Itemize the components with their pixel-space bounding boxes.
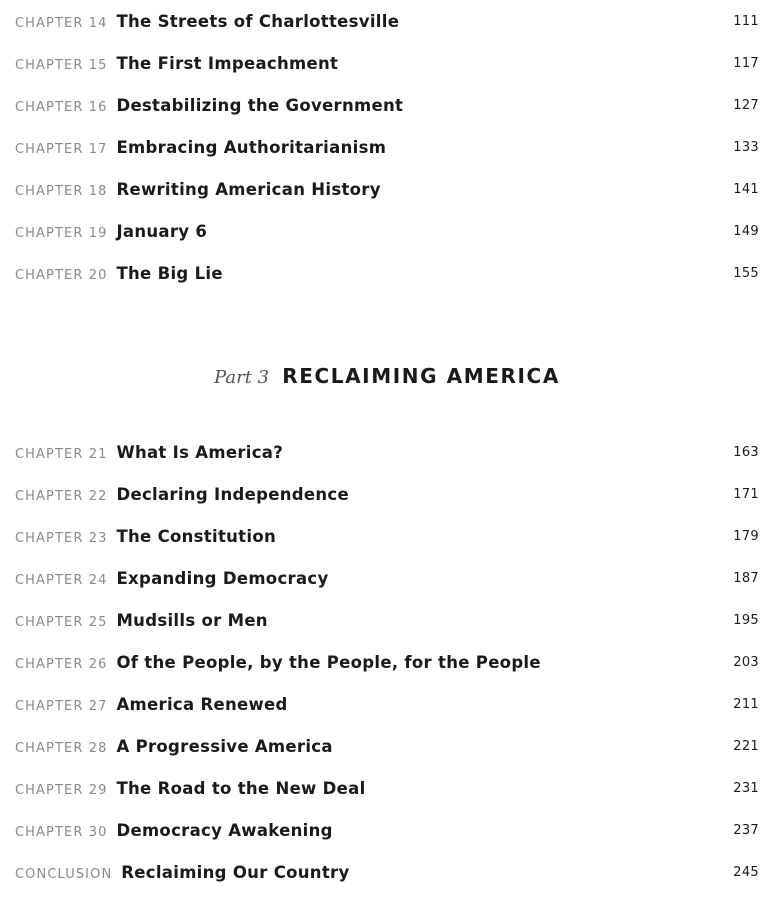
toc-entry[interactable] [15,515,759,557]
chapter-title: America Renewed [116,694,288,714]
chapter-label: CHAPTER 15 [15,57,108,73]
chapter-label: CHAPTER 20 [15,267,108,283]
toc-entry[interactable] [15,84,759,126]
toc-entry[interactable] [15,683,759,725]
page-number: 221 [733,738,759,754]
chapter-label: CHAPTER 24 [15,572,108,588]
toc-entry[interactable] [15,210,759,252]
chapter-title: Rewriting American History [116,179,381,199]
page-number: 195 [733,612,759,628]
part-heading [0,364,774,388]
page-number: 117 [733,55,759,71]
chapter-title: Embracing Authoritarianism [116,137,387,157]
chapter-title: Declaring Independence [116,484,349,504]
chapter-title: The Constitution [116,526,277,546]
toc-entry-conclusion[interactable] [15,851,759,893]
part-title: RECLAIMING AMERICA [282,364,560,388]
page-number: 155 [733,265,759,281]
chapter-label: CHAPTER 23 [15,530,108,546]
chapter-label: CHAPTER 30 [15,824,108,840]
chapter-label: CHAPTER 25 [15,614,108,630]
chapter-title: Of the People, by the People, for the People [116,652,541,672]
page-number: 203 [733,654,759,670]
page-number: 127 [733,97,759,113]
toc-entry[interactable] [15,0,759,42]
toc-entry[interactable] [15,599,759,641]
toc-entry[interactable] [15,557,759,599]
page-number: 231 [733,780,759,796]
chapter-title: A Progressive America [116,736,333,756]
toc-entry[interactable] [15,42,759,84]
chapter-label: CHAPTER 14 [15,15,108,31]
chapter-label: CHAPTER 21 [15,446,108,462]
chapter-title: Reclaiming Our Country [121,862,350,882]
chapter-title: The Streets of Charlottesville [116,11,400,31]
page-number: 237 [733,822,759,838]
part2-chapter-list [15,0,759,294]
page-number: 163 [733,444,759,460]
page-number: 211 [733,696,759,712]
chapter-title: Democracy Awakening [116,820,333,840]
chapter-title: Expanding Democracy [116,568,329,588]
part3-chapter-list [15,431,759,893]
page-number: 171 [733,486,759,502]
part-label: Part 3 [214,367,270,388]
chapter-title: The Big Lie [116,263,223,283]
page-number: 111 [733,13,759,29]
chapter-title: The First Impeachment [116,53,339,73]
toc-entry[interactable] [15,168,759,210]
page-number: 149 [733,223,759,239]
chapter-label: CHAPTER 17 [15,141,108,157]
page-number: 141 [733,181,759,197]
page-number: 179 [733,528,759,544]
page-number: 133 [733,139,759,155]
chapter-label: CHAPTER 18 [15,183,108,199]
chapter-label: CHAPTER 28 [15,740,108,756]
chapter-label: CHAPTER 29 [15,782,108,798]
toc-entry[interactable] [15,641,759,683]
chapter-label: CHAPTER 19 [15,225,108,241]
chapter-title: The Road to the New Deal [116,778,366,798]
toc-entry[interactable] [15,809,759,851]
page-number: 187 [733,570,759,586]
toc-entry[interactable] [15,431,759,473]
toc-entry[interactable] [15,767,759,809]
toc-entry[interactable] [15,473,759,515]
toc-entry[interactable] [15,126,759,168]
toc-entry[interactable] [15,725,759,767]
chapter-label: CHAPTER 16 [15,99,108,115]
chapter-label: CHAPTER 22 [15,488,108,504]
chapter-label: CHAPTER 26 [15,656,108,672]
chapter-label: CONCLUSION [15,866,113,882]
chapter-title: What Is America? [116,442,284,462]
chapter-title: Mudsills or Men [116,610,268,630]
chapter-title: Destabilizing the Government [116,95,404,115]
chapter-title: January 6 [116,221,208,241]
chapter-label: CHAPTER 27 [15,698,108,714]
page-number: 245 [733,864,759,880]
toc-entry[interactable] [15,252,759,294]
